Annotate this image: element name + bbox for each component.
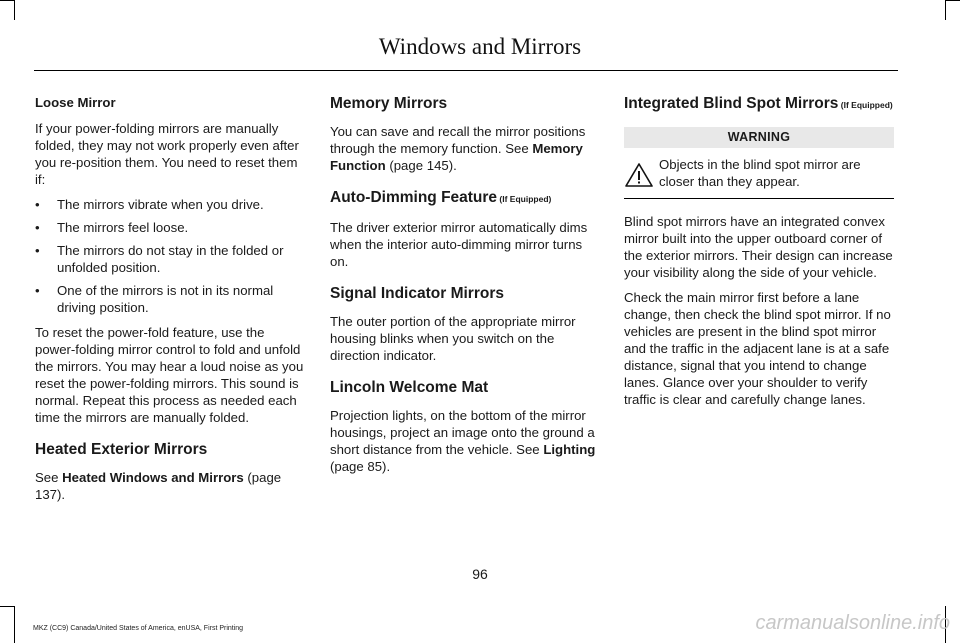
reference-prefix: See	[35, 470, 63, 485]
list-item-text: The mirrors vibrate when you drive.	[57, 197, 264, 212]
warning-divider	[624, 198, 894, 199]
reset-conditions-list	[35, 196, 307, 316]
lighting-link[interactable]: Lighting	[543, 442, 596, 457]
heated-windows-link[interactable]: Heated Windows and Mirrors	[62, 470, 244, 485]
column-middle	[330, 94, 600, 483]
list-item	[35, 219, 307, 236]
welcome-mat-heading: Lincoln Welcome Mat	[330, 379, 489, 396]
auto-dimming-text: The driver exterior mirror automatically dims when the interior auto-dimming mirror turns on.	[330, 220, 588, 269]
heated-mirrors-reference	[35, 469, 307, 503]
crop-mark	[0, 606, 14, 607]
auto-dimming-heading	[330, 188, 600, 209]
page-reference: (page 85).	[330, 459, 391, 474]
column-right	[624, 94, 894, 416]
if-equipped-qualifier: (If Equipped)	[838, 100, 893, 110]
page-reference: (page 137).	[35, 470, 282, 502]
welcome-body: Projection lights, on the bottom of the mirror housings, project an image onto the ground a short distance from the vehicle. See	[330, 408, 595, 457]
reset-instructions: To reset the power-fold feature, use the power-folding mirror control to fold and unfold the mirrors. You may hear a loud noise as you reset the power-folding mirrors. This sound is normal. Repeat this process as needed each time the mirrors are manually folded.	[35, 325, 304, 425]
header-divider	[34, 70, 898, 71]
list-item	[35, 282, 307, 316]
loose-mirror-heading: Loose Mirror	[35, 95, 116, 110]
watermark: carmanualsonline.info	[755, 612, 950, 634]
crop-mark	[0, 0, 14, 1]
heading-text: Auto-Dimming Feature	[330, 189, 498, 206]
crop-mark	[14, 606, 15, 643]
page-title: Windows and Mirrors	[378, 34, 582, 59]
page-number: 96	[472, 566, 488, 582]
column-left	[35, 94, 307, 511]
heated-mirrors-heading: Heated Exterior Mirrors	[35, 441, 208, 458]
bullet-icon: •	[35, 220, 40, 235]
memory-mirrors-text	[330, 123, 600, 174]
signal-indicator-text: The outer portion of the appropriate mirror housing blinks when you switch on the direction indicator.	[330, 314, 576, 363]
bullet-icon: •	[35, 283, 40, 298]
bullet-icon: •	[35, 197, 40, 212]
welcome-mat-text	[330, 407, 600, 475]
page-reference: (page 145).	[385, 158, 457, 173]
lane-change-instructions: Check the main mirror first before a lane change, then check the blind spot mirror. If no vehicles are present in the blind spot mirror and the traffic in the adjacent lane is at a safe distance, signal that you intend to change lanes. Glance over your shoulder to verify traffic is clear and carefully change lanes.	[624, 290, 891, 407]
warning-text: Objects in the blind spot mirror are closer than they appear.	[659, 157, 861, 189]
loose-mirror-intro: If your power-folding mirrors are manually folded, they may not work properly even after you re-position them. You need to reset them if:	[35, 121, 299, 187]
memory-mirrors-heading: Memory Mirrors	[330, 95, 448, 112]
list-item	[35, 242, 307, 276]
warning-banner: WARNING	[624, 127, 894, 148]
signal-indicator-heading: Signal Indicator Mirrors	[330, 285, 504, 302]
warning-triangle-icon	[624, 162, 654, 188]
blind-spot-heading	[624, 94, 894, 115]
heading-text: Integrated Blind Spot Mirrors	[624, 95, 839, 112]
memory-function-link[interactable]: Memory Function	[330, 141, 583, 173]
list-item-text: One of the mirrors is not in its normal driving position.	[57, 283, 274, 315]
warning-box	[624, 156, 894, 190]
bullet-icon: •	[35, 243, 40, 258]
edition-footer: MKZ (CC9) Canada/United States of America, enUSA, First Printing	[33, 625, 244, 632]
list-item-text: The mirrors do not stay in the folded or unfolded position.	[57, 243, 284, 275]
blind-spot-description: Blind spot mirrors have an integrated convex mirror built into the upper outboard corner of the exterior mirrors. Their design can increase your visibility along the side of your vehicle.	[624, 214, 893, 280]
memory-body: You can save and recall the mirror positions through the memory function. See	[330, 124, 586, 156]
if-equipped-qualifier: (If Equipped)	[497, 194, 552, 204]
crop-mark	[945, 0, 946, 20]
list-item	[35, 196, 307, 213]
list-item-text: The mirrors feel loose.	[57, 220, 189, 235]
crop-mark	[946, 0, 960, 1]
crop-mark	[14, 0, 15, 20]
